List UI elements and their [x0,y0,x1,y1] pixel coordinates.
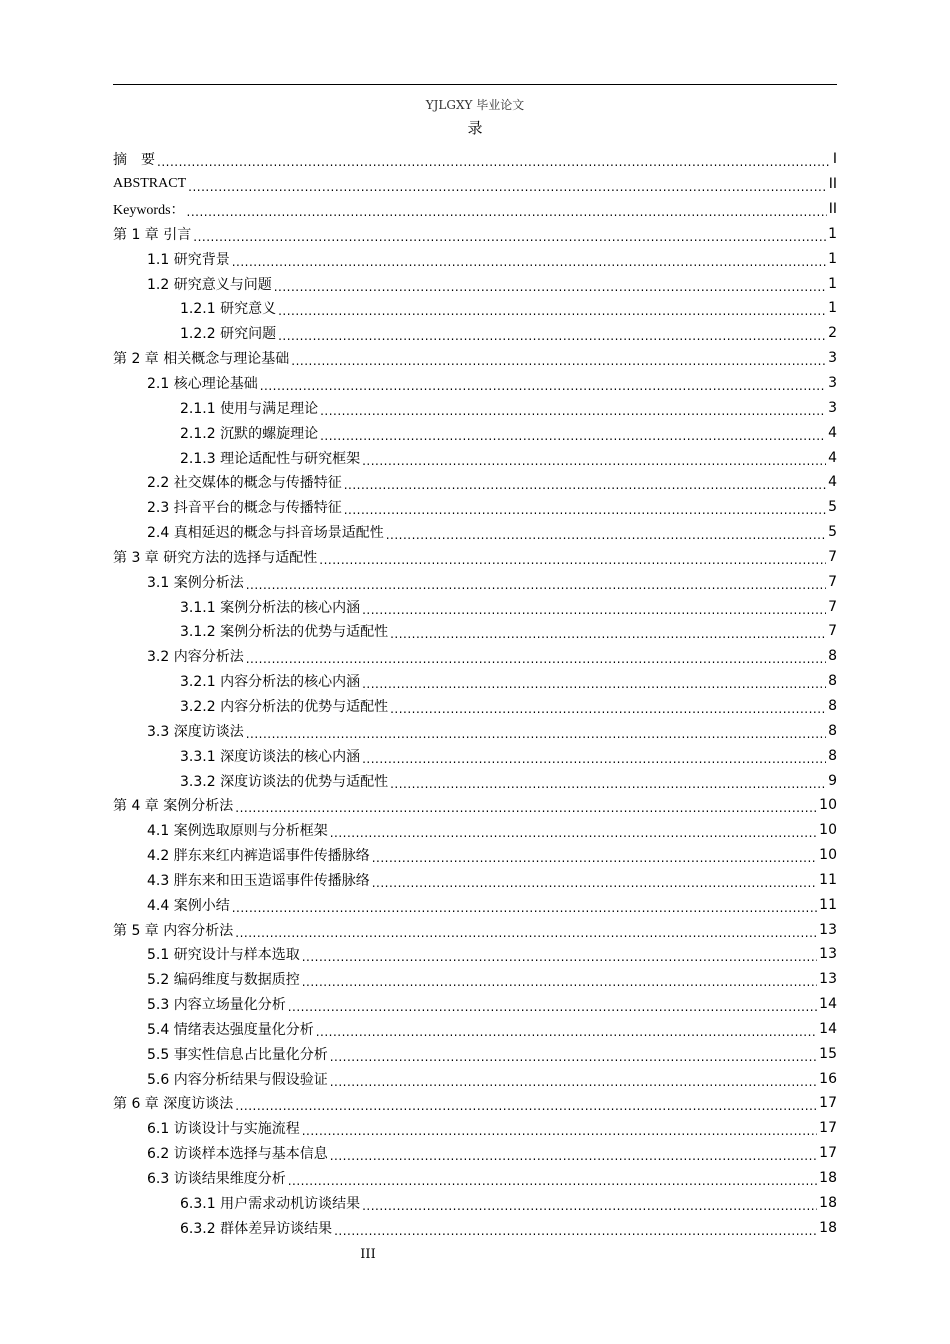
toc-entry[interactable] [113,843,837,868]
toc-entry-page: 7 [828,623,837,640]
toc-entry-label: 4.3 胖东来和田玉造谣事件传播脉络 [147,872,370,889]
toc-dot-leader [330,826,817,840]
toc-entry-page: 10 [819,797,837,814]
toc-entry[interactable] [113,495,837,520]
toc-entry-label: 3.2.2 内容分析法的优势与适配性 [180,698,389,715]
toc-dot-leader [390,702,826,716]
toc-title: 录 [467,119,483,137]
toc-entry-page: 11 [819,896,837,913]
toc-entry-label: 2.1.1 使用与满足理论 [180,400,319,417]
toc-dot-leader [288,1000,817,1014]
toc-entry-page: 17 [819,1120,837,1137]
toc-entry[interactable] [113,222,837,247]
toc-entry-page: 15 [819,1045,837,1062]
toc-entry-page: 3 [828,399,837,416]
toc-entry-label: 摘 要 [113,153,155,169]
toc-entry-page: 1 [828,275,837,292]
toc-entry-page: 1 [828,300,837,317]
toc-entry-page: 1 [828,225,837,242]
toc-dot-leader [390,627,826,641]
toc-entry[interactable] [113,644,837,669]
toc-entry-page: 13 [819,971,837,988]
toc-entry-label: 6.3 访谈结果维度分析 [147,1171,286,1188]
toc-entry-label: 2.2 社交媒体的概念与传播特征 [147,475,342,492]
toc-entry[interactable] [113,942,837,967]
toc-entry[interactable] [113,395,837,420]
toc-dot-leader [362,752,826,766]
toc-entry-page: 8 [828,673,837,690]
toc-entry-label: 6.1 访谈设计与实施流程 [147,1121,300,1138]
toc-entry-label: 3.3.1 深度访谈法的核心内涵 [180,748,361,765]
toc-dot-leader [362,677,826,691]
toc-entry[interactable] [113,1116,837,1141]
toc-entry[interactable] [113,1190,837,1215]
toc-dot-leader [235,801,817,815]
toc-entry-label: 第 2 章 相关概念与理论基础 [113,351,290,368]
toc-entry-label: 3.2 内容分析法 [147,649,244,666]
toc-dot-leader [316,1025,817,1039]
toc-entry[interactable] [113,1141,837,1166]
toc-entry-label: ABSTRACT [113,176,187,192]
toc-dot-leader [232,901,817,915]
toc-dot-leader [330,1050,817,1064]
toc-entry[interactable] [113,545,837,570]
toc-entry[interactable] [113,1215,837,1240]
toc-entry[interactable] [113,718,837,743]
table-of-contents [113,147,837,1240]
toc-entry-label: 第 6 章 深度访谈法 [113,1096,234,1113]
toc-entry[interactable] [113,1166,837,1191]
toc-dot-leader [320,429,826,443]
toc-entry-label: 1.1 研究背景 [147,251,230,268]
toc-dot-leader [260,379,826,393]
toc-entry[interactable] [113,992,837,1017]
toc-entry[interactable] [113,470,837,495]
toc-dot-leader [193,230,826,244]
toc-dot-leader [278,304,826,318]
toc-dot-leader [187,205,827,219]
toc-entry-page: 17 [819,1095,837,1112]
toc-entry-page: 7 [828,598,837,615]
toc-entry-label: 2.1 核心理论基础 [147,376,258,393]
toc-dot-leader [291,354,826,368]
toc-entry-label: 4.2 胖东来红内裤造谣事件传播脉络 [147,848,370,865]
toc-entry[interactable] [113,743,837,768]
toc-dot-leader [362,454,826,468]
toc-dot-leader [344,503,826,517]
toc-entry-label: 6.3.1 用户需求动机访谈结果 [180,1195,361,1212]
toc-entry[interactable] [113,296,837,321]
toc-entry-label: 3.1 案例分析法 [147,574,244,591]
toc-entry-page: 13 [819,946,837,963]
toc-entry-label: 2.1.3 理论适配性与研究框架 [180,450,361,467]
toc-dot-leader [334,1224,817,1238]
toc-dot-leader [362,1199,817,1213]
toc-entry-page: 13 [819,921,837,938]
toc-entry[interactable] [113,1017,837,1042]
toc-entry[interactable] [113,818,837,843]
toc-entry-page: 7 [828,573,837,590]
toc-entry-page: 14 [819,1020,837,1037]
toc-entry[interactable] [113,271,837,296]
toc-entry-label: 1.2.2 研究问题 [180,326,277,343]
toc-entry[interactable] [113,768,837,793]
toc-entry-page: 2 [828,325,837,342]
toc-dot-leader [319,553,826,567]
toc-dot-leader [386,528,826,542]
toc-entry-label: 6.2 访谈样本选择与基本信息 [147,1146,328,1163]
toc-entry[interactable] [113,321,837,346]
toc-entry[interactable] [113,694,837,719]
toc-entry[interactable] [113,594,837,619]
toc-dot-leader [302,950,817,964]
toc-dot-leader [372,851,817,865]
toc-dot-leader [330,1075,817,1089]
toc-entry-label: 第 5 章 内容分析法 [113,922,234,939]
toc-entry-label: 5.5 事实性信息占比量化分析 [147,1046,328,1063]
toc-entry-page: 8 [828,747,837,764]
toc-entry-label: 1.2.1 研究意义 [180,301,277,318]
toc-entry-page: 11 [819,871,837,888]
toc-entry-label: 2.1.2 沉默的螺旋理论 [180,425,319,442]
toc-dot-leader [362,603,826,617]
toc-entry[interactable] [113,1041,837,1066]
toc-entry[interactable] [113,197,837,222]
toc-dot-leader [188,180,827,194]
toc-entry-label: 5.4 情绪表达强度量化分析 [147,1021,314,1038]
toc-entry[interactable] [113,520,837,545]
toc-entry-label: 3.1.2 案例分析法的优势与适配性 [180,624,389,641]
toc-entry[interactable] [113,346,837,371]
toc-entry-label: 4.1 案例选取原则与分析框架 [147,823,328,840]
toc-entry[interactable] [113,619,837,644]
toc-entry-label: 3.3 深度访谈法 [147,723,244,740]
toc-entry-page: 8 [828,722,837,739]
toc-entry[interactable] [113,669,837,694]
toc-dot-leader [302,975,817,989]
toc-dot-leader [232,255,826,269]
toc-entry[interactable] [113,445,837,470]
toc-dot-leader [235,926,817,940]
toc-entry[interactable] [113,917,837,942]
toc-entry-label: 3.2.1 内容分析法的核心内涵 [180,674,361,691]
toc-dot-leader [235,1099,817,1113]
toc-entry-label: 5.2 编码维度与数据质控 [147,972,300,989]
toc-entry-label: 第 1 章 引言 [113,226,192,243]
toc-entry-label: 6.3.2 群体差异访谈结果 [180,1220,333,1237]
toc-entry-label: 第 3 章 研究方法的选择与适配性 [113,549,318,566]
toc-dot-leader [320,404,826,418]
toc-entry-page: 7 [828,548,837,565]
toc-dot-leader [157,155,831,169]
toc-entry-label: 3.3.2 深度访谈法的优势与适配性 [180,773,389,790]
toc-entry-page: 8 [828,697,837,714]
page-number: III [360,1247,376,1262]
toc-entry-page: 5 [828,524,837,541]
toc-dot-leader [246,727,826,741]
toc-entry-page: 4 [828,474,837,491]
toc-entry-page: 16 [819,1070,837,1087]
toc-entry[interactable] [113,172,837,197]
toc-entry-page: 5 [828,499,837,516]
header-rule [113,84,837,85]
toc-entry-page: 4 [828,424,837,441]
toc-dot-leader [246,652,826,666]
toc-entry-page: 10 [819,822,837,839]
toc-entry-label: Keywords： [113,203,185,219]
toc-entry[interactable] [113,371,837,396]
toc-entry-label: 2.3 抖音平台的概念与传播特征 [147,500,342,517]
toc-entry-label: 5.3 内容立场量化分析 [147,997,286,1014]
toc-entry[interactable] [113,793,837,818]
page-header: YJLGXY 毕业论文 [425,98,525,112]
toc-dot-leader [246,578,826,592]
toc-entry-page: 1 [828,250,837,267]
toc-entry-page: 10 [819,847,837,864]
toc-entry-label: 第 4 章 案例分析法 [113,798,234,815]
toc-entry[interactable] [113,867,837,892]
toc-entry-label: 1.2 研究意义与问题 [147,276,272,293]
toc-entry-page: 18 [819,1170,837,1187]
toc-entry-label: 5.6 内容分析结果与假设验证 [147,1071,328,1088]
toc-entry[interactable] [113,246,837,271]
toc-entry-label: 2.4 真相延迟的概念与抖音场景适配性 [147,525,384,542]
toc-entry-page: I [832,151,837,168]
toc-dot-leader [302,1124,817,1138]
toc-entry-label: 4.4 案例小结 [147,897,230,914]
toc-entry-label: 3.1.1 案例分析法的核心内涵 [180,599,361,616]
toc-dot-leader [274,280,826,294]
toc-entry-page: 3 [828,350,837,367]
toc-entry-page: 17 [819,1145,837,1162]
toc-dot-leader [288,1174,817,1188]
toc-entry[interactable] [113,420,837,445]
toc-entry-page: 14 [819,996,837,1013]
toc-entry-page: II [828,201,837,218]
toc-entry[interactable] [113,892,837,917]
toc-entry[interactable] [113,967,837,992]
toc-entry-page: II [828,176,837,193]
toc-entry-label: 5.1 研究设计与样本选取 [147,947,300,964]
toc-entry-page: 4 [828,449,837,466]
toc-dot-leader [330,1149,817,1163]
toc-dot-leader [372,876,817,890]
toc-entry[interactable] [113,147,837,172]
toc-dot-leader [278,329,826,343]
toc-entry-page: 8 [828,648,837,665]
toc-entry-page: 3 [828,375,837,392]
toc-entry[interactable] [113,1066,837,1091]
toc-entry-page: 9 [828,772,837,789]
toc-entry-page: 18 [819,1194,837,1211]
toc-entry-page: 18 [819,1219,837,1236]
toc-entry[interactable] [113,1091,837,1116]
toc-dot-leader [390,777,826,791]
toc-entry[interactable] [113,569,837,594]
toc-dot-leader [344,478,826,492]
